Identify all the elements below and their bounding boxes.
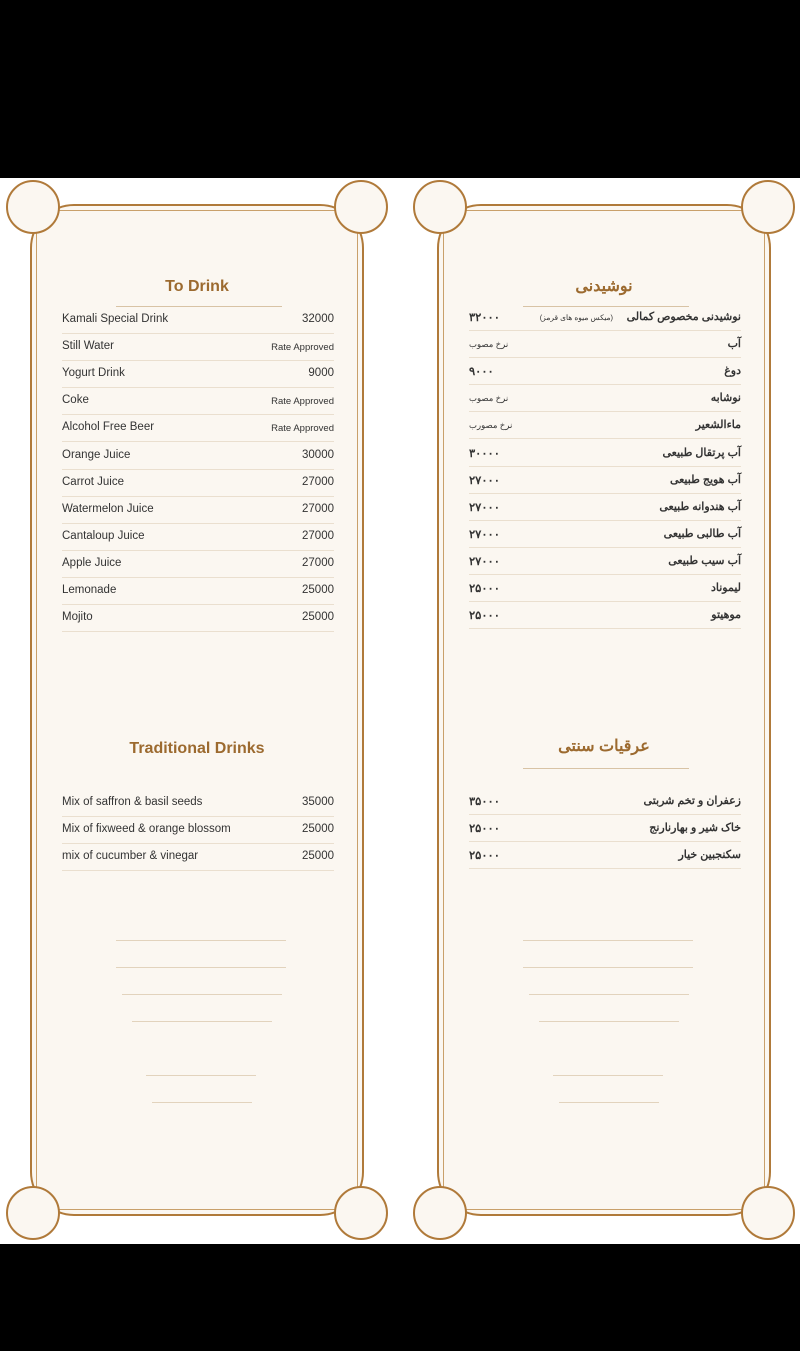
item-name: آب سیب طبیعی bbox=[668, 554, 741, 567]
menu-item-row bbox=[469, 310, 741, 331]
item-name: Yogurt Drink bbox=[62, 367, 125, 380]
title-underline bbox=[523, 306, 689, 307]
blank-line bbox=[523, 940, 693, 941]
corner-ornament bbox=[413, 1186, 467, 1240]
item-price: 30000 bbox=[302, 448, 334, 461]
item-name: Mix of fixweed & orange blossom bbox=[62, 823, 231, 835]
item-name: Watermelon Juice bbox=[62, 502, 154, 515]
item-price: Rate Approved bbox=[271, 396, 334, 408]
blank-line bbox=[116, 967, 286, 968]
frame-line bbox=[764, 230, 765, 1190]
menu-item-row bbox=[469, 473, 741, 494]
corner-ornament bbox=[6, 180, 60, 234]
item-name: Lemonade bbox=[62, 584, 117, 596]
item-price: ۲۵۰۰۰ bbox=[469, 583, 500, 595]
menu-item-row bbox=[62, 584, 334, 605]
menu-item-row bbox=[469, 554, 741, 575]
item-name: Alcohol Free Beer bbox=[62, 421, 155, 434]
item-price: ۲۷۰۰۰ bbox=[469, 501, 500, 514]
item-name: Coke bbox=[62, 394, 89, 407]
menu-item-row bbox=[62, 796, 334, 817]
item-name: سکنجبین خیار bbox=[678, 849, 741, 861]
blank-line bbox=[539, 1021, 679, 1022]
menu-item-row bbox=[469, 500, 741, 521]
item-name: Kamali Special Drink bbox=[62, 313, 169, 325]
menu-item-row bbox=[62, 367, 334, 388]
item-price: ۲۵۰۰۰ bbox=[469, 850, 500, 862]
menu-item-row bbox=[469, 821, 741, 842]
item-price: ۹۰۰۰ bbox=[469, 366, 494, 379]
corner-ornament bbox=[741, 180, 795, 234]
blank-line bbox=[529, 994, 689, 995]
item-name: زعفران و تخم شربتی bbox=[643, 795, 741, 807]
blank-line bbox=[523, 967, 693, 968]
menu-item-row bbox=[469, 418, 741, 439]
frame-line bbox=[463, 210, 745, 211]
item-price: ۳۲۰۰۰ bbox=[469, 312, 500, 324]
frame-line bbox=[463, 1209, 745, 1210]
menu-item-row bbox=[62, 823, 334, 844]
item-name: آب پرتقال طبیعی bbox=[662, 446, 741, 459]
menu-item-row bbox=[62, 313, 334, 334]
item-price: ۲۷۰۰۰ bbox=[469, 528, 500, 541]
item-price: 27000 bbox=[302, 529, 334, 542]
menu-item-row bbox=[469, 794, 741, 815]
section-title: نوشیدنی bbox=[575, 278, 633, 295]
menu-item-row bbox=[62, 503, 334, 524]
item-price: ۳۵۰۰۰ bbox=[469, 796, 500, 808]
item-price: 9000 bbox=[308, 367, 334, 380]
menu-item-row bbox=[62, 611, 334, 632]
item-name: Cantaloup Juice bbox=[62, 529, 145, 542]
menu-item-row bbox=[62, 557, 334, 578]
menu-item-row bbox=[469, 848, 741, 869]
blank-line bbox=[132, 1021, 272, 1022]
item-name: Mix of saffron & basil seeds bbox=[62, 796, 203, 808]
item-note: (میکس میوه های قرمز) bbox=[539, 313, 613, 322]
item-name: دوغ bbox=[724, 365, 741, 378]
item-name: آب هویج طبیعی bbox=[669, 473, 741, 486]
item-name: Mojito bbox=[62, 611, 93, 624]
item-name: خاک شیر و بهارنارنج bbox=[649, 822, 741, 834]
menu-item-row bbox=[62, 421, 334, 442]
corner-ornament bbox=[413, 180, 467, 234]
item-price: 25000 bbox=[302, 584, 334, 596]
blank-line bbox=[152, 1102, 252, 1103]
frame-line bbox=[357, 230, 358, 1190]
item-name: آب طالبی طبیعی bbox=[663, 527, 741, 540]
item-price: 32000 bbox=[302, 313, 334, 325]
corner-ornament bbox=[334, 1186, 388, 1240]
item-name: Still Water bbox=[62, 340, 114, 353]
blank-line bbox=[122, 994, 282, 995]
item-price: 25000 bbox=[302, 611, 334, 624]
item-name: ماءالشعیر bbox=[695, 419, 741, 432]
corner-ornament bbox=[6, 1186, 60, 1240]
frame-line bbox=[443, 230, 444, 1190]
item-price: ۳۰۰۰۰ bbox=[469, 447, 500, 460]
menu-item-row bbox=[62, 340, 334, 361]
item-price: Rate Approved bbox=[271, 423, 334, 435]
item-price: ۲۵۰۰۰ bbox=[469, 610, 500, 623]
title-underline bbox=[523, 768, 689, 769]
frame-line bbox=[36, 230, 37, 1190]
blank-line bbox=[559, 1102, 659, 1103]
item-name: نوشابه bbox=[710, 392, 741, 405]
menu-item-row bbox=[469, 527, 741, 548]
menu-item-row bbox=[469, 446, 741, 467]
item-name: Apple Juice bbox=[62, 556, 122, 569]
menu-item-row bbox=[469, 391, 741, 412]
item-price: 25000 bbox=[302, 850, 334, 862]
item-price: 27000 bbox=[302, 502, 334, 515]
item-price: 25000 bbox=[302, 823, 334, 835]
item-name: لیموناد bbox=[710, 582, 741, 594]
menu-item-row bbox=[469, 364, 741, 385]
item-price: نرخ مصورب bbox=[469, 420, 513, 431]
blank-line bbox=[553, 1075, 663, 1076]
item-price: نرخ مصوب bbox=[469, 393, 509, 404]
item-price: Rate Approved bbox=[271, 342, 334, 354]
item-name: Carrot Juice bbox=[62, 475, 124, 488]
menu-item-row bbox=[62, 449, 334, 470]
traditional-section-title: عرقیات سنتی bbox=[558, 738, 650, 755]
menu-page bbox=[0, 178, 800, 1244]
item-price: 35000 bbox=[302, 796, 334, 808]
menu-item-row bbox=[62, 530, 334, 551]
item-price: 27000 bbox=[302, 475, 334, 488]
item-price: ۲۷۰۰۰ bbox=[469, 474, 500, 487]
menu-item-row bbox=[469, 581, 741, 602]
corner-ornament bbox=[334, 180, 388, 234]
item-price: 27000 bbox=[302, 556, 334, 569]
menu-item-row bbox=[62, 394, 334, 415]
item-name: Orange Juice bbox=[62, 448, 131, 461]
item-price: نرخ مصوب bbox=[469, 339, 509, 350]
menu-item-row bbox=[62, 850, 334, 871]
section-title: To Drink bbox=[165, 278, 229, 295]
english-menu-card bbox=[30, 204, 364, 1216]
corner-ornament bbox=[741, 1186, 795, 1240]
menu-item-row bbox=[62, 476, 334, 497]
item-name: موهیتو bbox=[711, 609, 741, 622]
traditional-section-title: Traditional Drinks bbox=[129, 740, 265, 757]
title-underline bbox=[116, 306, 282, 307]
item-name: آب bbox=[727, 338, 741, 351]
blank-line bbox=[146, 1075, 256, 1076]
item-name: نوشیدنی مخصوص کمالی bbox=[626, 311, 741, 323]
frame-line bbox=[56, 1209, 338, 1210]
persian-menu-card bbox=[437, 204, 771, 1216]
frame-line bbox=[56, 210, 338, 211]
item-price: ۲۵۰۰۰ bbox=[469, 823, 500, 835]
item-name: mix of cucumber & vinegar bbox=[62, 850, 199, 862]
blank-line bbox=[116, 940, 286, 941]
item-price: ۲۷۰۰۰ bbox=[469, 555, 500, 568]
item-name: آب هندوانه طبیعی bbox=[659, 500, 741, 513]
menu-item-row bbox=[469, 337, 741, 358]
menu-item-row bbox=[469, 608, 741, 629]
